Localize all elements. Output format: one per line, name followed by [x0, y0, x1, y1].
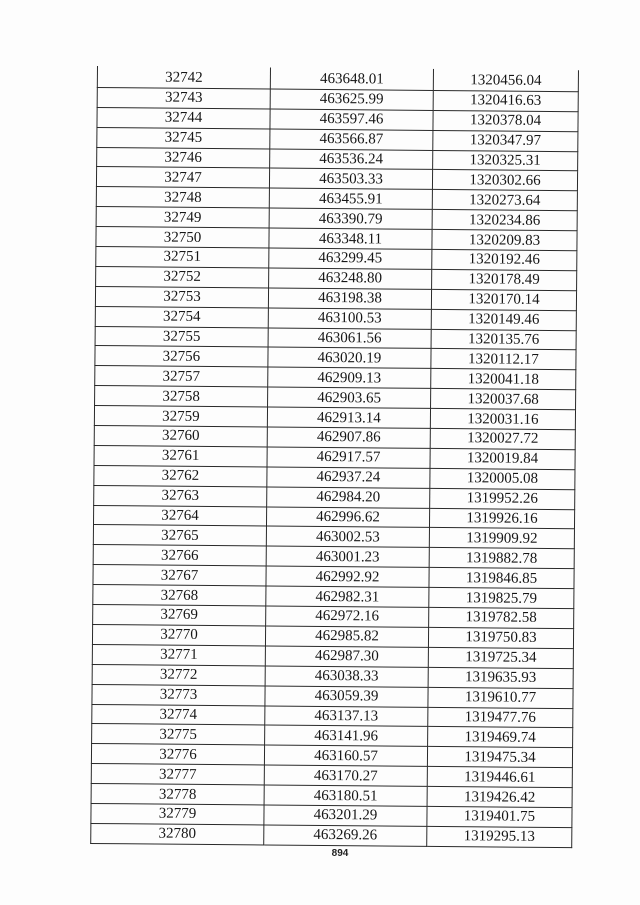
point-number-cell: 32754	[95, 306, 268, 327]
x-coordinate-cell: 462937.24	[267, 467, 430, 488]
point-number-cell: 32756	[95, 346, 268, 367]
point-number-cell: 32748	[96, 187, 269, 208]
point-number-cell: 32747	[96, 167, 269, 188]
x-coordinate-cell: 463160.57	[264, 745, 427, 766]
y-coordinate-cell: 1319295.13	[427, 826, 572, 847]
point-number-cell: 32766	[93, 545, 266, 566]
point-number-cell: 32768	[93, 585, 266, 606]
point-number-cell: 32775	[92, 724, 265, 745]
x-coordinate-cell: 463002.53	[266, 526, 429, 547]
y-coordinate-cell: 1320149.46	[431, 309, 576, 330]
point-number-cell: 32778	[91, 784, 264, 805]
y-coordinate-cell: 1319750.83	[428, 627, 573, 648]
x-coordinate-cell: 463100.53	[268, 308, 431, 329]
y-coordinate-cell: 1319725.34	[428, 647, 573, 668]
point-number-cell: 32765	[93, 525, 266, 546]
x-coordinate-cell: 463455.91	[269, 188, 432, 209]
y-coordinate-cell: 1320273.64	[432, 190, 577, 211]
y-coordinate-cell: 1320234.86	[432, 210, 577, 231]
y-coordinate-cell: 1320037.68	[431, 389, 576, 410]
x-coordinate-cell: 462913.14	[267, 407, 430, 428]
y-coordinate-cell: 1319782.58	[429, 607, 574, 628]
x-coordinate-cell: 463141.96	[265, 725, 428, 746]
y-coordinate-cell: 1319952.26	[430, 488, 575, 509]
coordinate-table-body	[91, 66, 579, 847]
x-coordinate-cell: 463299.45	[269, 248, 432, 269]
x-coordinate-cell: 462985.82	[265, 626, 428, 647]
y-coordinate-cell: 1319825.79	[429, 588, 574, 609]
point-number-cell: 32770	[92, 624, 265, 645]
x-coordinate-cell: 463038.33	[265, 666, 428, 687]
y-coordinate-cell: 1319610.77	[428, 687, 573, 708]
point-number-cell: 32777	[91, 764, 264, 785]
point-number-cell: 32742	[97, 66, 270, 89]
x-coordinate-cell: 463059.39	[265, 686, 428, 707]
y-coordinate-cell: 1320347.97	[433, 130, 578, 151]
y-coordinate-cell: 1319469.74	[428, 727, 573, 748]
point-number-cell: 32750	[96, 227, 269, 248]
page-number: 894	[331, 848, 349, 859]
coordinate-table	[90, 66, 579, 848]
point-number-cell: 32743	[97, 87, 270, 108]
point-number-cell: 32762	[94, 465, 267, 486]
point-number-cell: 32774	[92, 704, 265, 725]
y-coordinate-cell: 1319926.16	[429, 508, 574, 529]
y-coordinate-cell: 1319475.34	[427, 747, 572, 768]
y-coordinate-cell: 1320112.17	[431, 349, 576, 370]
point-number-cell: 32772	[92, 664, 265, 685]
x-coordinate-cell: 463503.33	[269, 168, 432, 189]
y-coordinate-cell: 1320031.16	[430, 409, 575, 430]
point-number-cell: 32753	[95, 286, 268, 307]
x-coordinate-cell: 463390.79	[269, 208, 432, 229]
y-coordinate-cell: 1319635.93	[428, 667, 573, 688]
point-number-cell: 32769	[93, 605, 266, 626]
y-coordinate-cell: 1319426.42	[427, 786, 572, 807]
y-coordinate-cell: 1320192.46	[432, 249, 577, 270]
x-coordinate-cell: 463180.51	[264, 785, 427, 806]
x-coordinate-cell: 462972.16	[266, 606, 429, 627]
x-coordinate-cell: 462909.13	[268, 367, 431, 388]
y-coordinate-cell: 1319909.92	[429, 528, 574, 549]
point-number-cell: 32771	[92, 644, 265, 665]
point-number-cell: 32780	[91, 823, 264, 844]
y-coordinate-cell: 1320005.08	[430, 468, 575, 489]
x-coordinate-cell: 463597.46	[270, 109, 433, 130]
x-coordinate-cell: 463198.38	[268, 288, 431, 309]
x-coordinate-cell: 462984.20	[267, 487, 430, 508]
y-coordinate-cell: 1320019.84	[430, 448, 575, 469]
point-number-cell: 32779	[91, 803, 264, 824]
x-coordinate-cell: 462982.31	[266, 586, 429, 607]
x-coordinate-cell: 463566.87	[270, 129, 433, 150]
point-number-cell: 32760	[94, 426, 267, 447]
point-number-cell: 32745	[97, 127, 270, 148]
point-number-cell: 32759	[94, 406, 267, 427]
y-coordinate-cell: 1319446.61	[427, 767, 572, 788]
y-coordinate-cell: 1320416.63	[433, 90, 578, 111]
y-coordinate-cell: 1320027.72	[430, 428, 575, 449]
x-coordinate-cell: 463001.23	[266, 546, 429, 567]
x-coordinate-cell: 463170.27	[264, 765, 427, 786]
x-coordinate-cell: 462992.92	[266, 566, 429, 587]
y-coordinate-cell: 1320325.31	[433, 150, 578, 171]
point-number-cell: 32744	[97, 107, 270, 128]
y-coordinate-cell: 1320456.04	[433, 69, 578, 92]
point-number-cell: 32758	[95, 386, 268, 407]
x-coordinate-cell: 463269.26	[264, 825, 427, 846]
x-coordinate-cell: 462996.62	[266, 507, 429, 528]
y-coordinate-cell: 1320302.66	[432, 170, 577, 191]
point-number-cell: 32776	[91, 744, 264, 765]
point-number-cell: 32757	[95, 366, 268, 387]
point-number-cell: 32764	[93, 505, 266, 526]
y-coordinate-cell: 1319477.76	[428, 707, 573, 728]
x-coordinate-cell: 463536.24	[270, 149, 433, 170]
point-number-cell: 32767	[93, 565, 266, 586]
y-coordinate-cell: 1320378.04	[433, 110, 578, 131]
point-number-cell: 32755	[95, 326, 268, 347]
x-coordinate-cell: 463061.56	[268, 328, 431, 349]
x-coordinate-cell: 463201.29	[264, 805, 427, 826]
y-coordinate-cell: 1320209.83	[432, 230, 577, 251]
point-number-cell: 32749	[96, 207, 269, 228]
x-coordinate-cell: 462987.30	[265, 646, 428, 667]
y-coordinate-cell: 1320170.14	[431, 289, 576, 310]
x-coordinate-cell: 462903.65	[268, 387, 431, 408]
x-coordinate-cell: 462907.86	[267, 427, 430, 448]
x-coordinate-cell: 463648.01	[270, 68, 433, 91]
point-number-cell: 32773	[92, 684, 265, 705]
y-coordinate-cell: 1319401.75	[427, 806, 572, 827]
table-row	[91, 823, 572, 847]
y-coordinate-cell: 1320135.76	[431, 329, 576, 350]
y-coordinate-cell: 1319846.85	[429, 568, 574, 589]
y-coordinate-cell: 1319882.78	[429, 548, 574, 569]
x-coordinate-cell: 463137.13	[265, 705, 428, 726]
x-coordinate-cell: 463348.11	[269, 228, 432, 249]
x-coordinate-cell: 463020.19	[268, 347, 431, 368]
coordinate-table-container	[90, 66, 578, 848]
point-number-cell: 32751	[96, 247, 269, 268]
y-coordinate-cell: 1320041.18	[431, 369, 576, 390]
y-coordinate-cell: 1320178.49	[432, 269, 577, 290]
point-number-cell: 32752	[96, 266, 269, 287]
point-number-cell: 32761	[94, 445, 267, 466]
x-coordinate-cell: 463248.80	[269, 268, 432, 289]
point-number-cell: 32763	[94, 485, 267, 506]
x-coordinate-cell: 462917.57	[267, 447, 430, 468]
point-number-cell: 32746	[97, 147, 270, 168]
x-coordinate-cell: 463625.99	[270, 89, 433, 110]
